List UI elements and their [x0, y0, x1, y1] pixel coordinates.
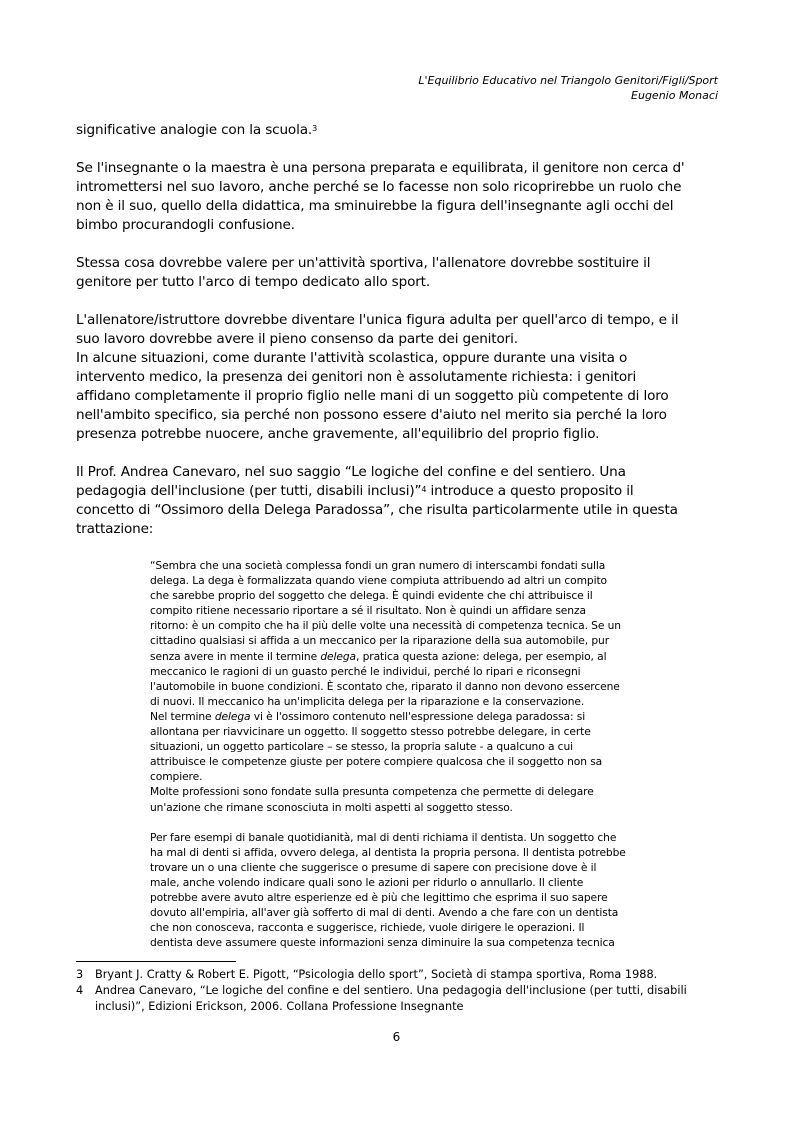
- paragraph-4: [76, 311, 726, 349]
- quote-line: ritorno: è un compito che ha il più delle volte una necessità di competenza tecnica. Se un: [150, 619, 621, 633]
- paragraph-5: [76, 349, 726, 444]
- quote-line: ha mal di denti si affida, ovvero delega, al dentista la propria persona. Il dentista potrebbe: [150, 845, 626, 859]
- running-header: [418, 73, 718, 103]
- quote-line: cittadino qualsiasi si affida a un meccanico per la riparazione della sua automobile, pur: [150, 634, 610, 648]
- text-line: Stessa cosa dovrebbe valere per un'attività sportiva, l'allenatore dovrebbe sostituire il: [76, 255, 651, 271]
- text-line: affidano completamente il proprio figlio nelle mani di un soggetto più competente di loro: [76, 388, 669, 404]
- page-number: 6: [392, 1030, 401, 1044]
- quote-line: Nel termine delega vi è l'ossimoro contenuto nell'espressione delega paradossa: si: [150, 709, 586, 723]
- quote-line: potrebbe avere avuto altre esperienze ed è più che legittimo che esprima il suo sapere: [150, 890, 608, 904]
- main-text: [76, 121, 726, 558]
- quote-line: allontana per riavvicinare un oggetto. Il soggetto stesso potrebbe delegare, in certe: [150, 725, 591, 739]
- quote-line: che sarebbe proprio del soggetto che delega. È quindi evidente che chi attribuisce il: [150, 589, 593, 603]
- quote-line: situazioni, un oggetto particolare – se stesso, la propria salute - a qualcuno a cui: [150, 740, 574, 754]
- text-line: non è il suo, quello della didattica, ma sminuirebbe la figura dell'insegnante agli occhi del: [76, 198, 674, 214]
- paragraph-1: [76, 121, 726, 140]
- quote-line: male, anche volendo indicare quali sono le azioni per ridurlo o annullarlo. Il cliente: [150, 875, 584, 889]
- footnote-ref-4[interactable]: 4: [421, 485, 427, 494]
- footnote-number: 3: [76, 968, 84, 981]
- quote-line: l'automobile in buone condizioni. È scontato che, riparato il danno non devono essercene: [150, 679, 620, 693]
- text-line: concetto di “Ossimoro della Delega Paradossa”, che risulta particolarmente utile in questa: [76, 502, 678, 518]
- text-line: intromettersi nel suo lavoro, anche perché se lo facesse non solo ricoprirebbe un ruolo che: [76, 179, 682, 195]
- text-line: nell'ambito specifico, sia perché non possono essere d'aiuto nel merito sia perché la loro: [76, 407, 667, 423]
- header-author: Eugenio Monaci: [631, 89, 718, 102]
- text-line: L'allenatore/istruttore dovrebbe diventare l'unica figura adulta per quell'arco di tempo, e il: [76, 312, 679, 328]
- quote-paragraph-gap: [150, 815, 690, 830]
- text-line: presenza potrebbe nuocere, anche gravemente, all'equilibrio del proprio figlio.: [76, 426, 600, 442]
- quote-line: un'azione che rimane sconosciuta in molti aspetti al soggetto stesso.: [150, 800, 513, 814]
- footnote-text: Bryant J. Cratty & Robert E. Pigott, “Psicologia dello sport”, Società di stampa sportiva, Roma 1988.: [95, 968, 658, 981]
- quote-line: trovare un o una cliente che suggerisce o presume di sapere con precisione dove è il: [150, 860, 597, 874]
- quote-line: compito ritiene necessario riportare a sé il risultato. Non è quindi un affidare senza: [150, 604, 586, 618]
- quote-line: Molte professioni sono fondate sulla presunta competenza che permette di delegare: [150, 785, 594, 799]
- quote-line: dovuto all'empiria, all'aver già sofferto di mal di denti. Avendo a che fare con un dentista: [150, 906, 619, 920]
- text-line: significative analogie con la scuola.$^3$: [76, 122, 318, 138]
- text-line: Il Prof. Andrea Canevaro, nel suo saggio “Le logiche del confine e del sentiero. Una: [76, 464, 626, 480]
- footnote-ref-3[interactable]: 3: [312, 124, 318, 133]
- quote-line: delega. La dega è formalizzata quando viene compiuta attribuendo ad altri un compito: [150, 574, 607, 588]
- quote-line: “Sembra che una società complessa fondi un gran numero di interscambi fondati sulla: [150, 559, 606, 572]
- footnote-text: Andrea Canevaro, “Le logiche del confine e del sentiero. Una pedagogia dell'inclusione (per tutti, disabili inclusi)”, Edizioni Erickson, 2006. Collana Professione Insegnante: [95, 984, 687, 1013]
- quote-line: dentista deve assumere queste informazioni senza diminuire la sua competenza tecnica: [150, 936, 615, 950]
- text-line: bimbo procurandogli confusione.: [76, 217, 295, 233]
- paragraph-2: [76, 159, 726, 235]
- block-quote: [150, 558, 690, 950]
- paragraph-6: [76, 463, 726, 539]
- text-line: intervento medico, la presenza dei genitori non è assolutamente richiesta: i genitori: [76, 369, 637, 385]
- text-line: In alcune situazioni, come durante l'attività scolastica, oppure durante una visita o: [76, 350, 628, 366]
- quote-line: meccanico le ragioni di un guasto perché le individui, perché lo ripari e riconsegni: [150, 664, 581, 678]
- text-line: genitore per tutto l'arco di tempo dedicato allo sport.: [76, 274, 431, 290]
- text-line: Se l'insegnante o la maestra è una persona preparata e equilibrata, il genitore non cerca d': [76, 160, 685, 176]
- text-line: suo lavoro dovrebbe avere il pieno consenso da parte dei genitori.: [76, 331, 518, 347]
- footnotes: [76, 967, 736, 1015]
- text-line: pedagogia dell'inclusione (per tutti, disabili inclusi)”$^4$ introduce a questo proposito il: [76, 483, 634, 499]
- header-title: L'Equilibrio Educativo nel Triangolo Genitori/Figli/Sport: [418, 74, 718, 87]
- footnote-number: 4: [76, 984, 84, 997]
- quote-line: che non conosceva, racconta e suggerisce, richiede, vuole dirigere le operazioni. Il: [150, 921, 585, 935]
- footnote-separator: [76, 961, 236, 962]
- quote-line: Per fare esempi di banale quotidianità, mal di denti richiama il dentista. Un soggetto che: [150, 830, 617, 844]
- text-line: trattazione:: [76, 521, 154, 537]
- quote-line: senza avere in mente il termine delega, pratica questa azione: delega, per esempio, al: [150, 649, 607, 663]
- quote-line: di nuovi. Il meccanico ha un'implicita delega per la riparazione e la conservazione.: [150, 694, 585, 708]
- paragraph-3: [76, 254, 726, 292]
- footnote-4: [76, 983, 736, 1015]
- footnote-3: [76, 967, 736, 983]
- quote-line: compiere.: [150, 770, 203, 784]
- quote-line: attribuisce le competenze giuste per potere compiere qualcosa che il soggetto non sa: [150, 755, 603, 769]
